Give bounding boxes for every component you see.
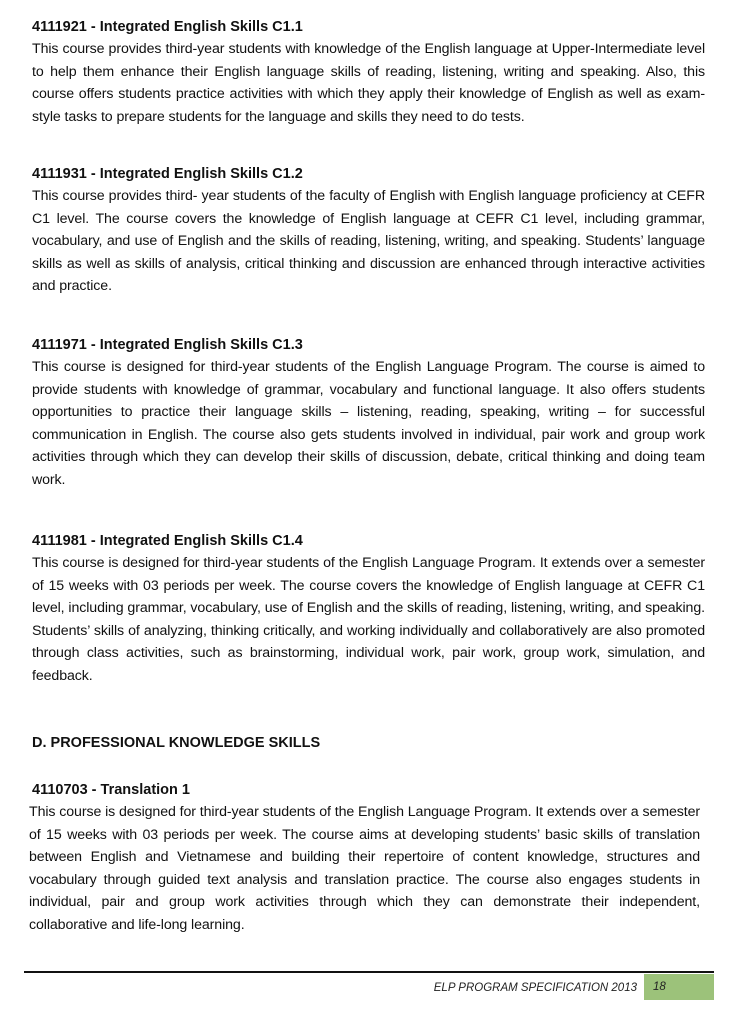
course-title xyxy=(29,779,700,801)
course-description: This course is designed for third-year students of the English Language Program. It extends over a semester of 15 weeks with 03 periods per week. The course aims at developing students’ basic skills of translation between English and Vietnamese and building their repertoire of content knowledge, structures and vocabulary through guided text analysis and translation practice. The course also engages students in individual, pair and group work activities through which they can demonstrate their independent, collaborative and life-long learning. xyxy=(29,804,700,933)
course-code: 4111931 xyxy=(32,166,87,182)
course-block xyxy=(29,779,700,936)
course-code: 4111921 xyxy=(32,19,87,35)
course-block xyxy=(32,16,705,128)
course-description: This course provides third-year students with knowledge of the English language at Upper-Intermediate level to help them enhance their English language skills of reading, listening, writing and speaking. Also, this course offers students practice activities with which they apply their knowledge of English as well as exam-style tasks to prepare students for the language and skills they need to do tests. xyxy=(32,41,705,125)
course-block xyxy=(32,163,705,298)
course-name: Integrated English Skills C1.4 xyxy=(99,533,303,549)
course-description: This course provides third- year students of the faculty of English with English language proficiency at CEFR C1 level. The course covers the knowledge of English language at CEFR C1 level, including grammar, vocabulary, and use of English and the skills of reading, listening, writing, and speaking. Students’ language skills as well as skills of analysis, critical thinking and discussion are enhanced through interactive activities and practice. xyxy=(32,188,705,294)
course-code: 4111971 xyxy=(32,337,87,353)
course-code: 4110703 xyxy=(32,782,88,798)
course-code: 4111981 xyxy=(32,533,87,549)
course-name: Integrated English Skills C1.1 xyxy=(99,19,303,35)
course-block xyxy=(32,530,705,687)
course-title-separator: - xyxy=(86,337,100,353)
footer-title: ELP PROGRAM SPECIFICATION 2013 xyxy=(433,982,637,994)
course-title-separator: - xyxy=(86,19,100,35)
course-name: Integrated English Skills C1.3 xyxy=(99,337,303,353)
course-title xyxy=(32,163,705,185)
course-title-separator: - xyxy=(86,533,100,549)
course-name: Integrated English Skills C1.2 xyxy=(99,166,303,182)
course-title xyxy=(32,530,705,552)
page-number: 18 xyxy=(644,974,714,1000)
course-title-separator: - xyxy=(87,782,101,798)
section-heading: D. PROFESSIONAL KNOWLEDGE SKILLS xyxy=(32,735,321,751)
course-title-separator: - xyxy=(86,166,100,182)
footer-divider xyxy=(24,971,714,973)
course-block xyxy=(32,334,705,491)
course-title xyxy=(32,334,705,356)
course-title xyxy=(32,16,705,38)
course-name: Translation 1 xyxy=(100,782,190,798)
course-description: This course is designed for third-year students of the English Language Program. The course is aimed to provide students with knowledge of grammar, vocabulary and functional language. It also offers students opportunities to practice their language skills – listening, reading, speaking, writing – for successful communication in English. The course also gets students involved in individual, pair work and group work activities through which they can develop their skills of discussion, debate, critical thinking and doing team work. xyxy=(32,359,705,488)
course-description: This course is designed for third-year students of the English Language Program. It extends over a semester of 15 weeks with 03 periods per week. The course covers the knowledge of English language at CEFR C1 level, including grammar, vocabulary, use of English and the skills of reading, listening, writing, and speaking. Students’ skills of analyzing, thinking critically, and working individually and collaboratively are also promoted through class activities, such as brainstorming, individual work, pair work, group work, simulation, and feedback. xyxy=(32,555,705,684)
